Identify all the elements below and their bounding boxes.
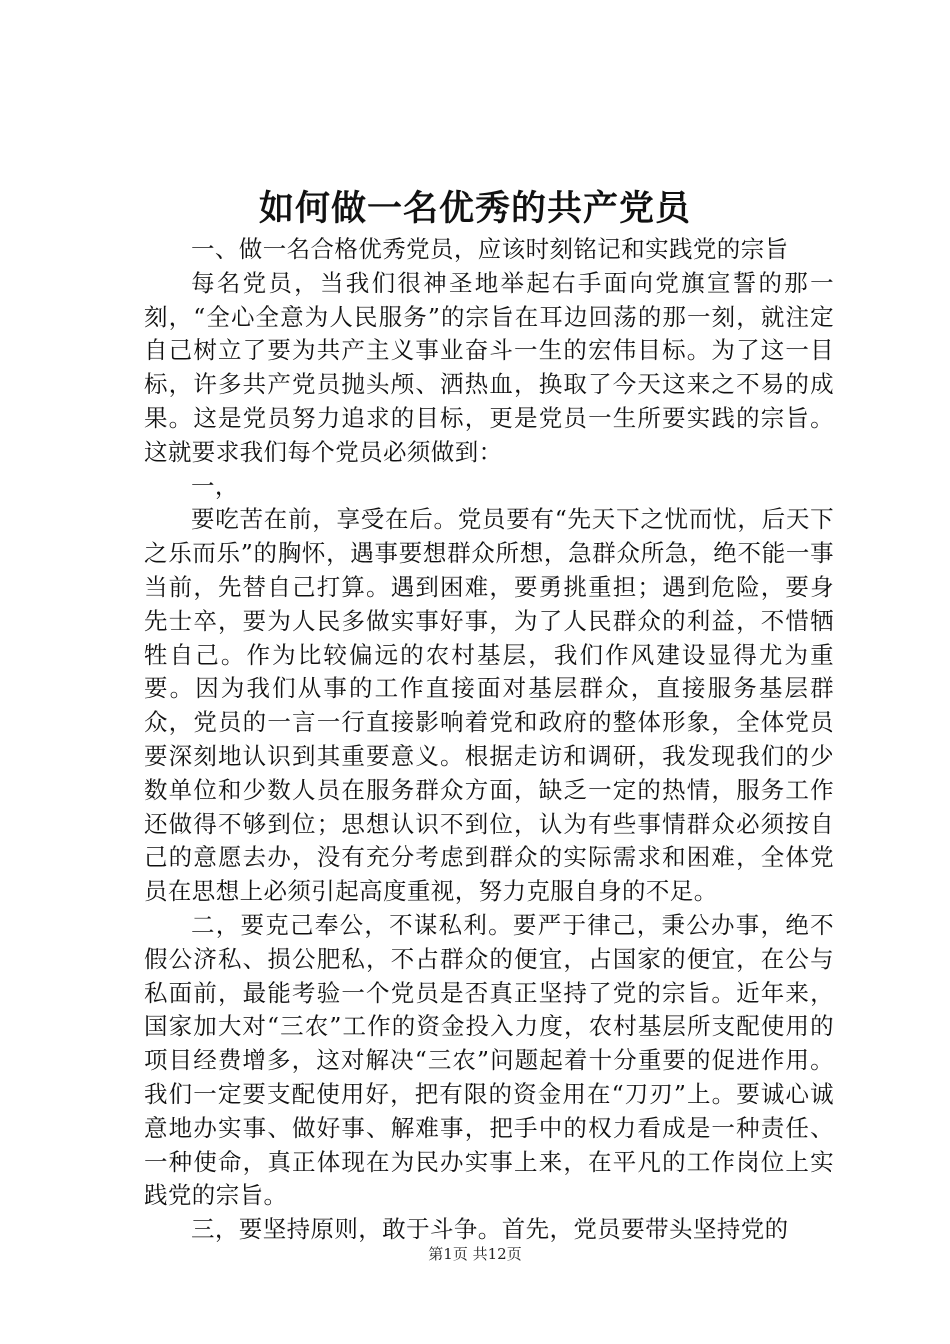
- paragraph-point-one: 要吃苦在前，享受在后。党员要有“先天下之忧而忧，后天下之乐而乐”的胸怀，遇事要想群众所想，急群众所急，绝不能一事当前，先替自己打算。遇到困难，要勇挑重担；遇到危险，要身先士卒，要为人民多做实事好事，为了人民群众的利益，不惜牺牲自己。作为比较偏远的农村基层，我们作风建设显得尤为重要。因为我们从事的工作直接面对基层群众，直接服务基层群众，党员的一言一行直接影响着党和政府的整体形象，全体党员要深刻地认识到其重要意义。根据走访和调研，我发现我们的少数单位和少数人员在服务群众方面，缺乏一定的热情，服务工作还做得不够到位；思想认识不到位，认为有些事情群众必须按自己的意愿去办，没有充分考虑到群众的实际需求和困难，全体党员在思想上必须引起高度重视，努力克服自身的不足。: [144, 505, 834, 906]
- document-title: 如何做一名优秀的共产党员: [258, 188, 691, 229]
- document-body: [144, 233, 834, 1247]
- paragraph-purpose: 每名党员，当我们很神圣地举起右手面向党旗宣誓的那一刻，“全心全意为人民服务”的宗旨在耳边回荡的那一刻，就注定自己树立了要为共产主义事业奋斗一生的宏伟目标。为了这一目标，许多共产党员抛头颅、洒热血，换取了今天这来之不易的成果。这是党员努力追求的目标，更是党员一生所要实践的宗旨。这就要求我们每个党员必须做到：: [144, 268, 834, 466]
- paragraph-point-three: 三，要坚持原则，敢于斗争。首先，党员要带头坚持党的: [191, 1215, 789, 1244]
- paragraph-section-heading: 一、做一名合格优秀党员，应该时刻铭记和实践党的宗旨: [191, 235, 789, 263]
- paragraph-point-one-label: 一，: [191, 471, 239, 500]
- page-number-footer: 第1页 共12页: [428, 1245, 522, 1263]
- paragraph-point-two: 二，要克己奉公，不谋私利。要严于律己，秉公办事，绝不假公济私、损公肥私，不占群众的便宜，占国家的便宜，在公与私面前，最能考验一个党员是否真正坚持了党的宗旨。近年来，国家加大对“三农”工作的资金投入力度，农村基层所支配使用的项目经费增多，这对解决“三农”问题起着十分重要的促进作用。我们一定要支配使用好，把有限的资金用在“刀刃”上。要诚心诚意地办实事、做好事、解难事，把手中的权力看成是一种责任、一种使命，真正体现在为民办实事上来，在平凡的工作岗位上实践党的宗旨。: [144, 910, 834, 1210]
